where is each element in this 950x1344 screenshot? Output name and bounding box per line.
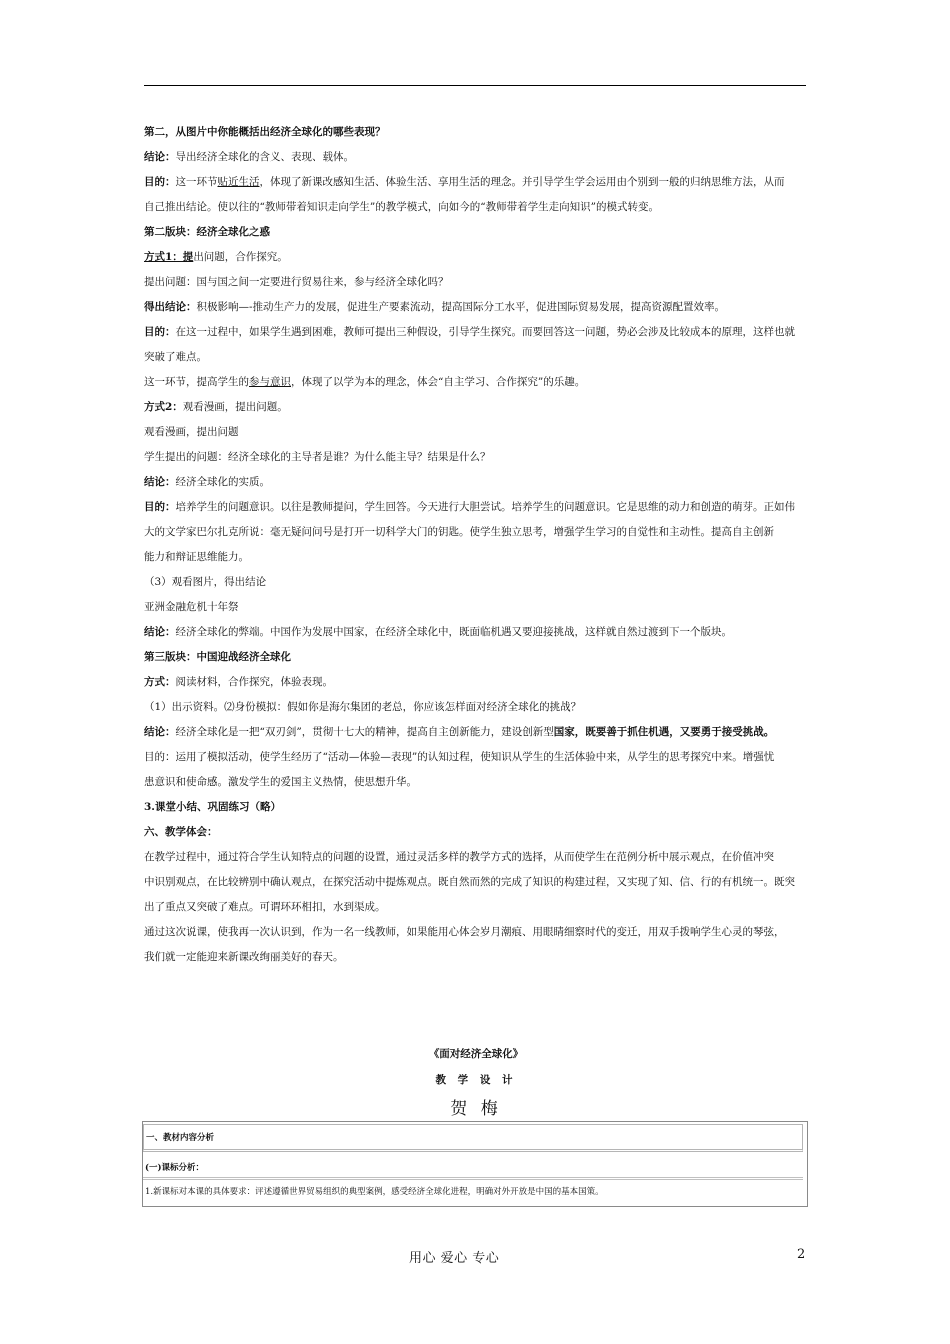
text-run: 得出结论： <box>144 301 197 313</box>
text-line <box>144 670 808 695</box>
text-line <box>144 645 808 670</box>
text-run: 能力和辩证思维能力。 <box>144 551 249 563</box>
text-line <box>144 470 808 495</box>
text-run: 结论： <box>144 726 176 738</box>
text-line <box>144 795 808 820</box>
text-run: 出问题，合作探究。 <box>193 251 288 263</box>
text-run: 阅读材料，合作探究，体验表现。 <box>175 676 333 688</box>
text-run: 结论： <box>144 626 176 638</box>
body-text <box>144 120 808 970</box>
text-run: 第二，从图片中你能概括出经济全球化的哪些表现？ <box>144 126 386 138</box>
text-run: 这一环节，提高学生的 <box>144 376 249 388</box>
text-run: 通过这次说课，使我再一次认识到，作为一名一线教师，如果能用心体会岁月潮痕、用眼睛细察时代的变迁，用双手拨响学生心灵的琴弦， <box>144 926 785 938</box>
text-run: 经济全球化是一把“双刃剑”，贯彻十七大的精神，提高自主创新能力，建设创新型 <box>175 726 554 738</box>
text-run: 参与意识 <box>249 376 291 388</box>
text-run: 第二版块：经济全球化之惑 <box>144 226 270 238</box>
text-run: 突破了难点。 <box>144 351 207 363</box>
design-author: 贺 梅 <box>450 1099 502 1119</box>
text-line <box>144 570 808 595</box>
table-row-section-heading: 一、教材内容分析 <box>143 1124 803 1152</box>
text-run: 方式2： <box>144 401 183 413</box>
text-run: 患意识和使命感。激发学生的爱国主义热情，使思想升华。 <box>144 776 417 788</box>
text-line <box>144 345 808 370</box>
text-line <box>144 395 808 420</box>
text-line <box>144 195 808 220</box>
footer-motto: 用心 爱心 专心 <box>409 1251 500 1266</box>
analysis-table <box>142 1121 808 1207</box>
text-line <box>144 770 808 795</box>
text-run: （1）出示资料。⑵身份模拟：假如你是海尔集团的老总，你应该怎样面对经济全球化的挑战？ <box>144 701 582 713</box>
text-line <box>144 545 808 570</box>
text-run: 在这一过程中，如果学生遇到困难，教师可提出三种假设，引导学生探究。而要回答这一问题，势必会涉及比较成本的原理，这样也就 <box>175 326 795 338</box>
text-line <box>144 245 808 270</box>
text-run: 我们就一定能迎来新课改绚丽美好的春天。 <box>144 951 344 963</box>
text-run: 经济全球化的实质。 <box>175 476 270 488</box>
text-line <box>144 420 808 445</box>
text-run: 方式1：提 <box>144 251 194 263</box>
text-line <box>144 595 808 620</box>
text-line <box>144 720 808 745</box>
text-run: 经济全球化的弊端。中国作为发展中国家，在经济全球化中，既面临机遇又要迎接挑战，这样就自然过渡到下一个版块。 <box>175 626 732 638</box>
text-run: 第三版块：中国迎战经济全球化 <box>144 651 291 663</box>
text-run: 大的文学家巴尔扎克所说：毫无疑问问号是打开一切科学大门的钥匙。使学生独立思考，增强学生学习的自觉性和主动性。提高自主创新 <box>144 526 774 538</box>
text-run: 目的： <box>144 176 176 188</box>
text-run: 中识别观点，在比较辨别中确认观点，在探究活动中提炼观点。既自然而然的完成了知识的构建过程，又实现了知、信、行的有机统一。既突 <box>144 876 795 888</box>
text-run: 学生提出的问题：经济全球化的主导者是谁？为什么能主导？结果是什么？ <box>144 451 491 463</box>
text-line <box>144 495 808 520</box>
text-run: 方式： <box>144 676 176 688</box>
text-line <box>144 220 808 245</box>
text-run: 导出经济全球化的含义、表现、载体。 <box>175 151 354 163</box>
text-line <box>144 845 808 870</box>
text-run: 贴近生活 <box>217 176 260 188</box>
text-line <box>144 870 808 895</box>
text-run: 六、教学体会： <box>144 826 218 838</box>
header-rule <box>144 85 806 86</box>
text-run: 目的： <box>144 501 176 513</box>
text-run: ，体现了以学为本的理念，体会“自主学习、合作探究”的乐趣。 <box>291 376 586 388</box>
text-run: 结论： <box>144 476 176 488</box>
text-line <box>144 620 808 645</box>
text-run: 目的：运用了模拟活动，使学生经历了“活动—体验—表现”的认知过程，使知识从学生的生活体验中来，从学生的思考探究中来。增强忧 <box>144 751 775 763</box>
text-run: 自己推出结论。使以往的“教师带着知识走向学生”的教学模式，向如今的“教师带着学生走向知识”的模式转变。 <box>144 201 659 213</box>
text-run: ，体现了新课改感知生活、体验生活、享用生活的理念。并引导学生学会运用由个别到一般的归纳思维方法，从而 <box>259 176 785 188</box>
text-line <box>144 320 808 345</box>
design-title: 《面对经济全球化》 <box>428 1048 524 1060</box>
text-line <box>144 370 808 395</box>
text-run: 出了重点又突破了难点。可谓环环相扣，水到渠成。 <box>144 901 386 913</box>
table-row-requirement: 1.新课标对本课的具体要求：评述遵循世界贸易组织的典型案例，感受经济全球化进程，明确对外开放是中国的基本国策。 <box>145 1187 604 1197</box>
text-line <box>144 445 808 470</box>
text-line <box>144 120 808 145</box>
text-line <box>144 520 808 545</box>
text-line <box>144 895 808 920</box>
text-run: （3）观看图片，得出结论 <box>144 576 267 588</box>
text-line <box>144 920 808 945</box>
page-number: 2 <box>797 1247 806 1262</box>
text-run: 观看漫画，提出问题。 <box>182 401 288 413</box>
table-row-subheading: (一)课标分析： <box>143 1156 803 1180</box>
text-run: 这一环节 <box>175 176 218 188</box>
text-line <box>144 170 808 195</box>
text-run: 在教学过程中，通过符合学生认知特点的问题的设置，通过灵活多样的教学方式的选择，从而使学生在范例分析中展示观点，在价值冲突 <box>144 851 774 863</box>
design-subtitle: 教 学 设 计 <box>435 1074 517 1086</box>
text-line <box>144 695 808 720</box>
text-run: 提出问题：国与国之间一定要进行贸易往来，参与经济全球化吗？ <box>144 276 449 288</box>
text-line <box>144 145 808 170</box>
text-run: 观看漫画，提出问题 <box>144 426 239 438</box>
text-line <box>144 745 808 770</box>
text-line <box>144 820 808 845</box>
text-run: 国家，既要善于抓住机遇，又要勇于接受挑战。 <box>553 726 775 738</box>
text-run: 亚洲金融危机十年祭 <box>144 601 239 613</box>
text-line <box>144 270 808 295</box>
text-run: 目的： <box>144 326 176 338</box>
text-line <box>144 945 808 970</box>
text-run: 培养学生的问题意识。以往是教师提问，学生回答。今天进行大胆尝试。培养学生的问题意识。它是思维的动力和创造的萌芽。正如伟 <box>175 501 795 513</box>
text-run: 3.课堂小结、巩固练习（略） <box>144 801 281 813</box>
text-run: 积极影响—-推动生产力的发展，促进生产要素流动，提高国际分工水平，促进国际贸易发展，提高资源配置效率。 <box>196 301 726 313</box>
text-line <box>144 295 808 320</box>
text-run: 结论： <box>144 151 176 163</box>
